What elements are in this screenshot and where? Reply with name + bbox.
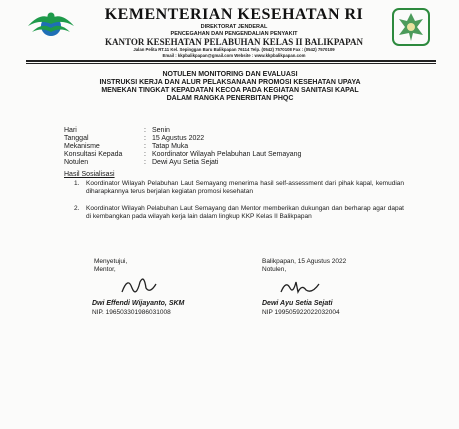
notulen-name: Dewi Ayu Setia Sejati xyxy=(262,300,333,307)
directorate-name: DIREKTORAT JENDERAL xyxy=(200,24,268,30)
office-name: KANTOR KESEHATAN PELABUHAN KELAS II BALIKPAPAN xyxy=(105,37,363,47)
meta-value: 15 Agustus 2022 xyxy=(152,135,205,142)
meta-label: Notulen xyxy=(64,159,89,166)
garuda-seal-icon xyxy=(389,5,433,49)
meta-value: Tatap Muka xyxy=(152,143,189,150)
meta-row-notulen xyxy=(64,159,218,166)
meta-row-mechanism xyxy=(64,143,188,150)
meta-label: Mekanisme xyxy=(64,143,100,150)
meta-separator: : xyxy=(144,143,146,150)
meta-label: Hari xyxy=(64,127,77,134)
letterhead-rule-thick xyxy=(26,60,436,62)
meta-value: Koordinator Wilayah Pelabuhan Laut Semayang xyxy=(152,151,302,158)
result-item-text: Koordinator Wilayah Pelabuhan Laut Semayang dan Mentor memberikan dukungan dan berharap agar dapat di kembangkan pada wilayah kerja lain dalam lingkup KKP Kelas II Balikpapan xyxy=(86,205,404,221)
notulen-signature-block xyxy=(262,258,422,274)
meta-value: Dewi Ayu Setia Sejati xyxy=(152,159,219,166)
approval-role: Mentor, xyxy=(94,266,116,273)
document-subtitle-line: MENEKAN TINGKAT KEPADATAN KECOA PADA KEGIATAN SANITASI KAPAL xyxy=(101,87,359,94)
meta-row-day xyxy=(64,127,170,134)
result-item-number: 1. xyxy=(74,180,80,187)
result-item xyxy=(74,180,404,196)
results-heading: Hasil Sosialisasi xyxy=(64,171,115,178)
result-item-text: Koordinator Wilayah Pelabuhan Laut Semayang menerima hasil self-assessment dari pihak kapal, kemudian diharapkannya terus berjalan kegiatan promosi kesehatan xyxy=(86,180,404,196)
document-title: NOTULEN MONITORING DAN EVALUASI xyxy=(162,71,298,78)
result-item-number: 2. xyxy=(74,205,80,212)
office-contact: Email : kkpbalikpapan@gmail.com Website : www.kkpbalikpapan.com xyxy=(162,53,306,58)
office-address: Jalan Pelita RT.11 Kel. Sepinggan Baru Balikpapan 76114 Telp. (0542) 7570108 Fax : (0542) 7570109 xyxy=(133,47,335,52)
result-item xyxy=(74,205,404,221)
notulen-role: Notulen, xyxy=(262,266,287,273)
notulen-nip: NIP 199505922022032004 xyxy=(262,309,340,316)
meta-label: Konsultasi Kepada xyxy=(64,151,123,158)
meta-row-consultation xyxy=(64,151,301,158)
meta-separator: : xyxy=(144,159,146,166)
mentor-name: Dwi Effendi Wijayanto, SKM xyxy=(92,300,185,307)
meta-value: Senin xyxy=(152,127,170,134)
mentor-nip: NIP. 196503301986031008 xyxy=(92,309,171,316)
mentor-signature-icon xyxy=(118,274,158,298)
meta-separator: : xyxy=(144,135,146,142)
document-subtitle-line: INSTRUKSI KERJA DAN ALUR PELAKSANAAN PROMOSI KESEHATAN UPAYA xyxy=(99,79,361,86)
ministry-name: KEMENTERIAN KESEHATAN RI xyxy=(104,6,364,23)
meta-row-date xyxy=(64,135,204,142)
notulen-signature-icon xyxy=(278,276,322,298)
document-subtitle-line: DALAM RANGKA PENERBITAN PHQC xyxy=(166,95,294,102)
meta-label: Tanggal xyxy=(64,135,89,142)
approval-block xyxy=(94,258,234,274)
directorate-subname: PENCEGAHAN DAN PENGENDALIAN PENYAKIT xyxy=(170,31,298,37)
ministry-logo-icon xyxy=(26,8,76,44)
meta-separator: : xyxy=(144,151,146,158)
place-date: Balikpapan, 15 Agustus 2022 xyxy=(262,258,347,265)
letterhead-rule-thin xyxy=(26,63,436,64)
meta-separator: : xyxy=(144,127,146,134)
approval-label: Menyetujui, xyxy=(94,258,128,265)
